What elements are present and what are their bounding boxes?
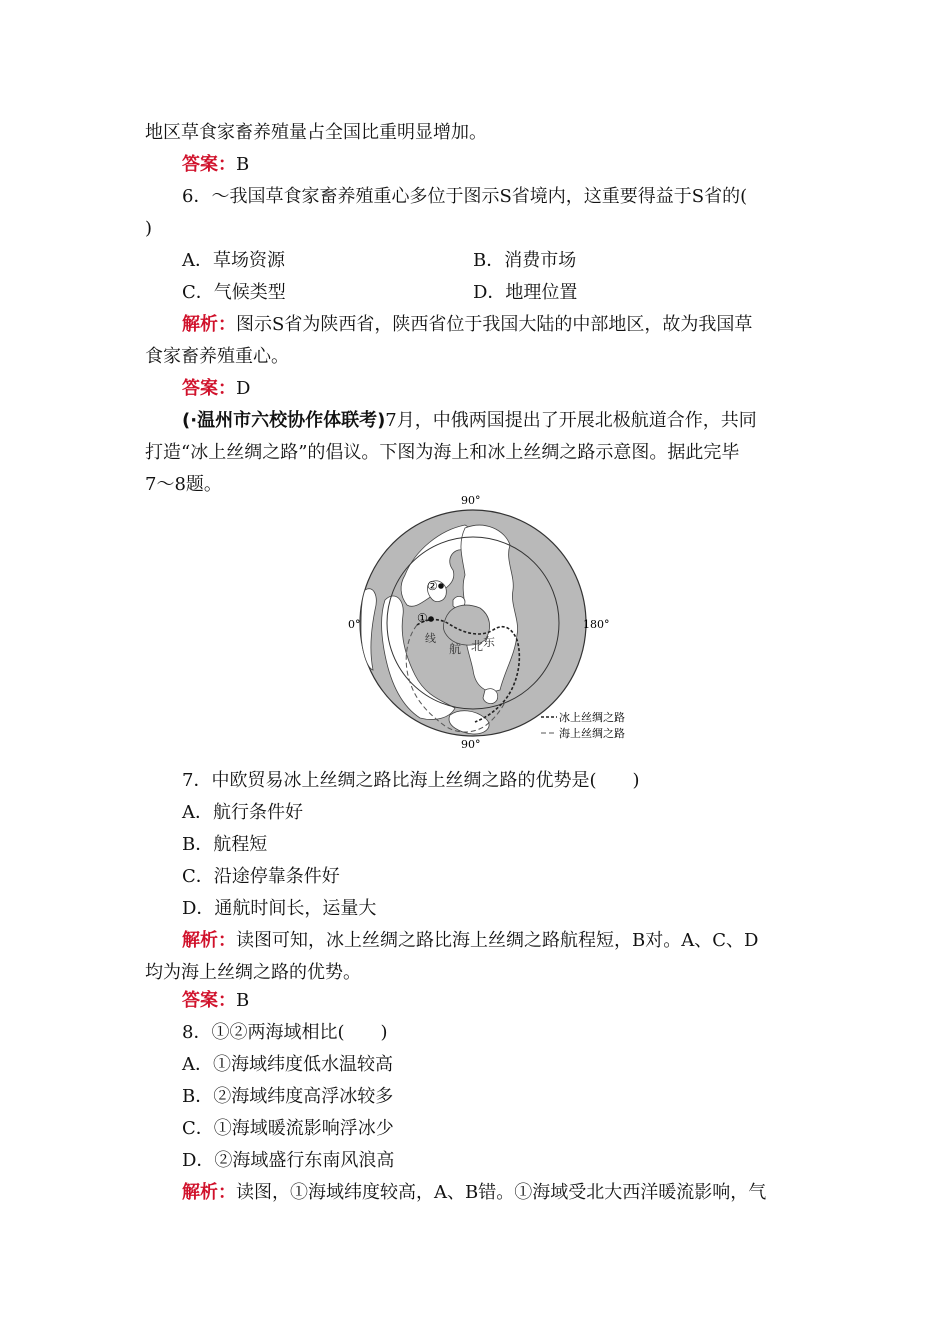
intro-source: (·温州市六校协作体联考) (182, 410, 386, 431)
explain-label: 解析： (182, 1182, 236, 1203)
answer-value: B (236, 990, 250, 1011)
q8-option-b: B．②海域纬度高浮冰较多 (182, 1086, 394, 1107)
q8-option-d: D．②海域盛行东南风浪高 (182, 1150, 395, 1171)
marker-1-label: ① (417, 611, 428, 625)
marker-1-dot (428, 616, 434, 622)
silk-road-map (345, 490, 645, 752)
q8-option-a: A．①海域纬度低水温较高 (182, 1054, 393, 1075)
q6-option-a: A．草场资源 (182, 250, 285, 271)
lon-left-label: 0° (348, 618, 361, 631)
intro-line-2: 打造“冰上丝绸之路”的倡议。下图为海上和冰上丝绸之路示意图。据此完毕 (145, 442, 740, 463)
q7-stem: 7．中欧贸易冰上丝绸之路比海上丝绸之路的优势是( ) (182, 770, 640, 791)
q7-option-b: B．航程短 (182, 834, 268, 855)
q6-option-c: C．气候类型 (182, 282, 286, 303)
q7-option-d: D．通航时间长，运量大 (182, 898, 377, 919)
q8-explanation (182, 1180, 766, 1206)
route-word-4: 东 (483, 635, 496, 649)
explain-text: 读图可知，冰上丝绸之路比海上丝绸之路航程短，B对。A、C、D (236, 930, 759, 951)
route-word-1: 线 (425, 632, 436, 645)
lon-top-label: 90° (461, 494, 481, 507)
explain-text: 图示S省为陕西省，陕西省位于我国大陆的中部地区，故为我国草 (236, 314, 753, 335)
answer-label: 答案： (182, 990, 236, 1011)
q7-option-c: C．沿途停靠条件好 (182, 866, 340, 887)
legend-ice-label: 冰上丝绸之路 (559, 711, 625, 724)
lon-bottom-label: 90° (461, 738, 481, 751)
q7-explanation (182, 928, 758, 954)
explain-label: 解析： (182, 930, 236, 951)
intro-text: 7月，中俄两国提出了开展北极航道合作，共同 (385, 410, 757, 431)
q8-stem: 8．①②两海域相比( ) (182, 1022, 388, 1043)
q7-explanation-cont: 均为海上丝绸之路的优势。 (145, 962, 361, 983)
marker-2-label: ② (427, 579, 438, 593)
legend-sea-label: 海上丝绸之路 (559, 727, 625, 740)
route-word-3: 北 (471, 639, 484, 653)
answer-label: 答案： (182, 154, 236, 175)
q7-answer (182, 988, 249, 1014)
q6-option-d: D．地理位置 (473, 282, 578, 303)
explain-text: 读图，①海域纬度较高，A、B错。①海域受北大西洋暖流影响，气 (236, 1182, 767, 1203)
intro-line-3: 7～8题。 (145, 474, 222, 495)
route-word-2: 航 (449, 642, 462, 656)
lon-right-label: 180° (583, 618, 610, 631)
marker-2-dot (438, 583, 444, 589)
q6-explanation-cont: 食家畜养殖重心。 (145, 346, 289, 367)
q6-stem-close: ) (145, 218, 153, 239)
explain-label: 解析： (182, 314, 236, 335)
q6-option-b: B．消费市场 (473, 250, 577, 271)
intro-line-1 (182, 408, 757, 434)
answer-value: B (236, 154, 250, 175)
q6-explanation (182, 312, 752, 338)
q6-stem: 6．～我国草食家畜养殖重心多位于图示S省境内，这重要得益于S省的( (182, 186, 748, 207)
q7-option-a: A．航行条件好 (182, 802, 303, 823)
q5-answer (182, 152, 249, 178)
q8-option-c: C．①海域暖流影响浮冰少 (182, 1118, 394, 1139)
q6-answer (182, 376, 250, 402)
continuation-line: 地区草食家畜养殖量占全国比重明显增加。 (145, 122, 487, 143)
answer-label: 答案： (182, 378, 236, 399)
answer-value: D (236, 378, 251, 399)
land-japan (483, 689, 498, 704)
